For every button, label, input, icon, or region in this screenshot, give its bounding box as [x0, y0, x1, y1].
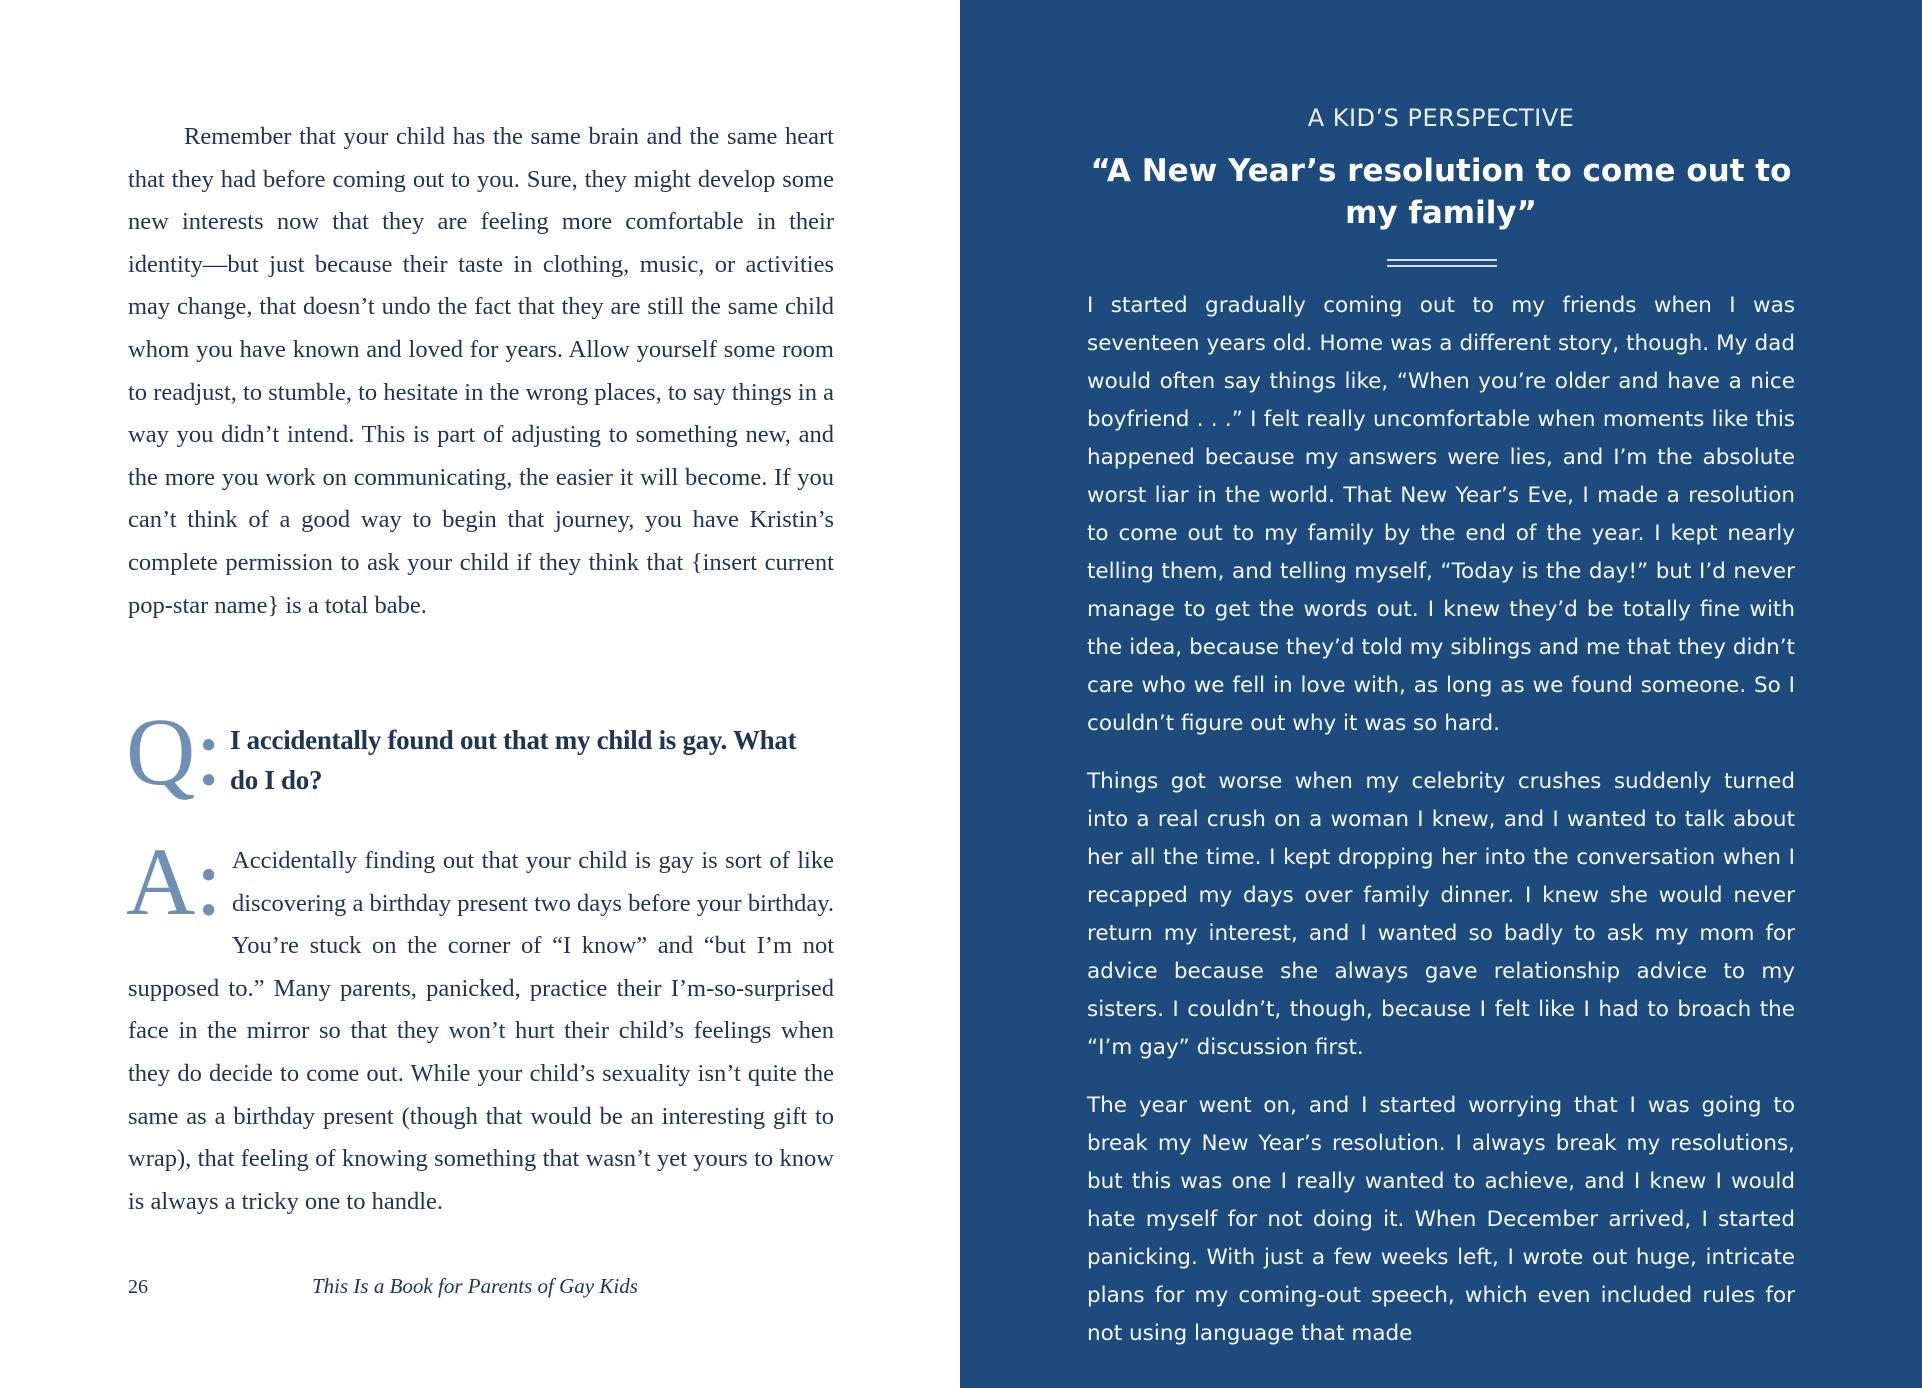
title-divider: [1387, 259, 1497, 267]
answer-letter: A:: [126, 828, 222, 935]
answer-paragraph: Accidentally finding out that your child is gay is sort of like discovering a birthday present two days before your birthday. You’re stuck on the corner of “I know” and “but I’m not supposed to.” Many parents, panicked, practice their I’m-so-surprised face in the mirror so that they won’t hurt their child’s feelings when they do decide to come out. While your child’s sexuality isn’t quite the same as a birthday present (though that would be an interesting gift to wrap), that feeling of knowing something that wasn’t yet yours to know is always a tricky one to handle.: [128, 847, 834, 1215]
question-block: [126, 698, 836, 812]
sidebar-paragraph: The year went on, and I started worrying that I was going to break my New Year’s resolution. I always break my resolutions, but this was one I really wanted to achieve, and I knew I would hate myself for not doing it. When December arrived, I started panicking. With just a few weeks left, I wrote out huge, intricate plans for my coming-out speech, which even included rules for not using language that made: [1087, 1093, 1795, 1346]
left-page: [0, 0, 960, 1388]
question-heading: I accidentally found out that my child is gay. What do I do?: [230, 725, 797, 795]
sidebar-title: “A New Year’s resolution to come out to my family”: [1090, 153, 1792, 231]
sidebar-paragraph: Things got worse when my celebrity crushes suddenly turned into a real crush on a woman I knew, and I wanted to talk about her all the time. I kept dropping her into the conversation when I recapped my days over family dinner. I knew she would never return my interest, and I wanted so badly to ask my mom for advice because she always gave relationship advice to my sisters. I couldn’t, though, because I felt like I had to broach the “I’m gay” discussion first.: [1087, 769, 1795, 1060]
sidebar-kicker: A KID’S PERSPECTIVE: [1307, 104, 1575, 132]
sidebar-paragraph: I started gradually coming out to my friends when I was seventeen years old. Home was a different story, though. My dad would often say things like, “When you’re older and have a nice boyfriend . . .” I felt really uncomfortable when moments like this happened because my answers were lies, and I’m the absolute worst liar in the world. That New Year’s Eve, I made a resolution to come out to my family by the end of the year. I kept nearly telling them, and telling myself, “Today is the day!” but I’d never manage to get the words out. I knew they’d be totally fine with the idea, because they’d told my siblings and me that they didn’t care who we fell in love with, as long as we found someone. So I couldn’t figure out why it was so hard.: [1087, 293, 1795, 736]
sidebar-body: [1087, 287, 1795, 1373]
body-paragraph: Remember that your child has the same brain and the same heart that they had before coming out to you. Sure, they might develop some new interests now that they are feeling more comfortable in their identity—but just because their taste in clothing, music, or activities may change, that doesn’t undo the fact that they are still the same child whom you have known and loved for years. Allow yourself some room to readjust, to stumble, to hesitate in the wrong places, to say things in a way you didn’t intend. This is part of adjusting to something new, and the more you work on communicating, the easier it will become. If you can’t think of a good way to begin that journey, you have Kristin’s complete permission to ask your child if they think that {insert current pop-star name} is a total babe.: [128, 123, 834, 619]
question-letter: Q:: [126, 698, 222, 805]
page-number: 26: [128, 1276, 148, 1298]
running-title: This Is a Book for Parents of Gay Kids: [312, 1274, 638, 1298]
sidebar-page: [960, 0, 1922, 1388]
answer-block: [126, 828, 834, 1223]
